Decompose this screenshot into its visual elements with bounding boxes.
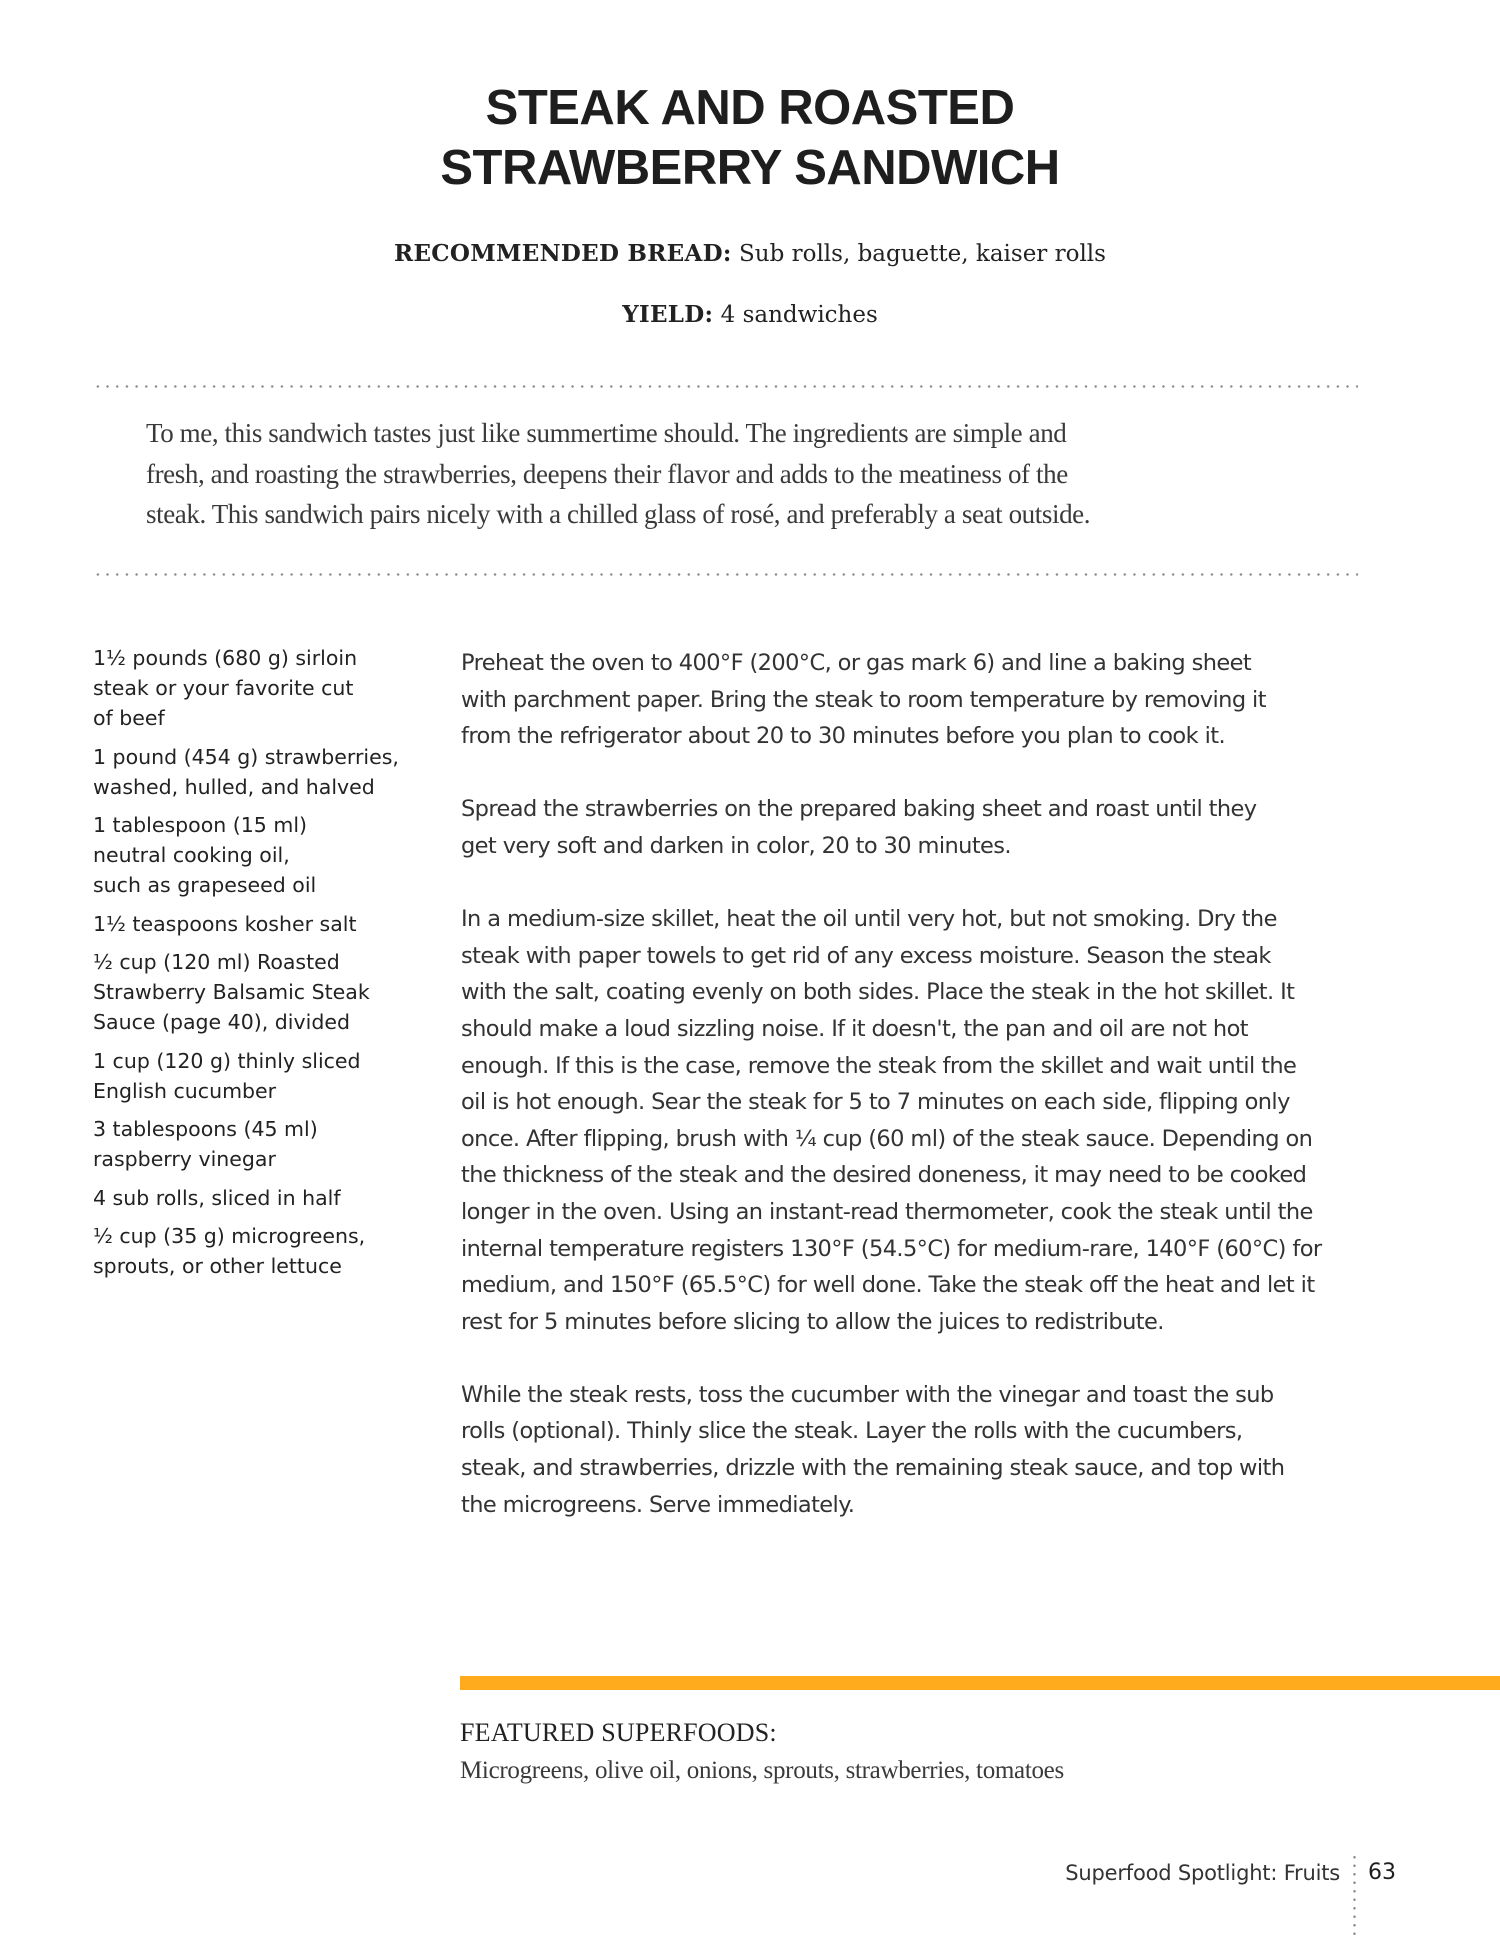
- dotted-divider: [93, 573, 1358, 576]
- ingredient-item: [93, 909, 423, 939]
- ingredient-line: 4 sub rolls, sliced in half: [93, 1185, 341, 1210]
- ingredient-line: ½ cup (35 g) microgreens,: [93, 1224, 366, 1248]
- ingredient-item: [93, 643, 423, 733]
- ingredient-item: [93, 1221, 423, 1281]
- direction-line: from the refrigerator about 20 to 30 minutes before you plan to cook it.: [461, 723, 1226, 750]
- ingredient-line: steak or your favorite cut: [93, 676, 354, 700]
- intro-line: To me, this sandwich tastes just like summertime should. The ingredients are simple and: [146, 418, 1067, 448]
- direction-line: steak, and strawberries, drizzle with the remaining steak sauce, and top with: [461, 1455, 1285, 1482]
- yield: [0, 301, 1500, 328]
- ingredient-line: such as grapeseed oil: [93, 873, 317, 897]
- ingredient-line: 1½ teaspoons kosher salt: [93, 911, 357, 936]
- ingredients-list: [93, 643, 423, 1290]
- direction-line: the microgreens. Serve immediately.: [461, 1491, 855, 1518]
- ingredient-item: [93, 947, 423, 1037]
- direction-line: get very soft and darken in color, 20 to 30 minutes.: [461, 832, 1011, 859]
- direction-line: medium, and 150°F (65.5°C) for well done. Take the steak off the heat and let it: [461, 1272, 1315, 1299]
- recipe-title-line: STRAWBERRY SANDWICH: [440, 141, 1060, 195]
- ingredient-line: 1 cup (120 g) thinly sliced: [93, 1048, 361, 1073]
- directions: [461, 645, 1361, 1560]
- page-number: 63: [1368, 1860, 1396, 1885]
- direction-line: with the salt, coating evenly on both sides. Place the steak in the hot skillet. It: [461, 979, 1295, 1006]
- direction-line: enough. If this is the case, remove the steak from the skillet and wait until the: [461, 1052, 1297, 1079]
- dotted-divider: [93, 385, 1358, 388]
- direction-line: Spread the strawberries on the prepared baking sheet and roast until they: [461, 796, 1257, 823]
- ingredient-line: of beef: [93, 706, 165, 730]
- direction-line: internal temperature registers 130°F (54.5°C) for medium-rare, 140°F (60°C) for: [461, 1235, 1322, 1262]
- ingredient-item: [93, 1114, 423, 1174]
- footer-section-title: Superfood Spotlight: Fruits: [1065, 1861, 1340, 1885]
- ingredient-line: washed, hulled, and halved: [93, 774, 375, 799]
- yield-label: YIELD:: [622, 301, 714, 328]
- ingredient-line: Sauce (page 40), divided: [93, 1010, 350, 1034]
- recommended-bread: [0, 240, 1500, 267]
- recommended-bread-value: Sub rolls, baguette, kaiser rolls: [739, 241, 1106, 267]
- ingredient-line: Strawberry Balsamic Steak: [93, 980, 370, 1004]
- recipe-title-line: STEAK AND ROASTED: [485, 81, 1015, 135]
- direction-line: the thickness of the steak and the desired doneness, it may need to be cooked: [461, 1162, 1307, 1189]
- featured-superfoods-list: Microgreens, olive oil, onions, sprouts, strawberries, tomatoes: [460, 1757, 1064, 1784]
- direction-line: In a medium-size skillet, heat the oil until very hot, but not smoking. Dry the: [461, 906, 1277, 933]
- direction-step: [461, 791, 1361, 864]
- direction-line: oil is hot enough. Sear the steak for 5 to 7 minutes on each side, flipping only: [461, 1089, 1290, 1116]
- direction-line: While the steak rests, toss the cucumber with the vinegar and toast the sub: [461, 1381, 1274, 1408]
- direction-line: longer in the oven. Using an instant-read thermometer, cook the steak until the: [461, 1198, 1313, 1225]
- ingredient-line: English cucumber: [93, 1078, 277, 1103]
- recommended-bread-label: RECOMMENDED BREAD:: [394, 240, 732, 267]
- recipe-intro: [146, 413, 1296, 535]
- direction-line: steak with paper towels to get rid of any excess moisture. Season the steak: [461, 942, 1271, 969]
- ingredient-line: ½ cup (120 ml) Roasted: [93, 950, 340, 974]
- recipe-title: [0, 78, 1500, 198]
- ingredient-line: 1½ pounds (680 g) sirloin: [93, 646, 358, 670]
- featured-superfoods-label: FEATURED SUPERFOODS:: [460, 1718, 777, 1747]
- direction-line: should make a loud sizzling noise. If it doesn't, the pan and oil are not hot: [461, 1015, 1248, 1042]
- direction-line: rest for 5 minutes before slicing to allow the juices to redistribute.: [461, 1308, 1164, 1335]
- direction-line: rolls (optional). Thinly slice the steak. Layer the rolls with the cucumbers,: [461, 1418, 1243, 1445]
- ingredient-line: 1 tablespoon (15 ml): [93, 813, 308, 837]
- direction-line: once. After flipping, brush with ¼ cup (60 ml) of the steak sauce. Depending on: [461, 1125, 1313, 1152]
- accent-bar: [460, 1676, 1500, 1690]
- ingredient-line: 3 tablespoons (45 ml): [93, 1117, 318, 1141]
- footer-dotted-divider: [1353, 1853, 1356, 1936]
- intro-line: fresh, and roasting the strawberries, deepens their flavor and adds to the meatiness of the: [146, 458, 1068, 489]
- direction-line: with parchment paper. Bring the steak to room temperature by removing it: [461, 686, 1266, 713]
- ingredient-item: [93, 1046, 423, 1106]
- direction-line: Preheat the oven to 400°F (200°C, or gas mark 6) and line a baking sheet: [461, 650, 1252, 676]
- ingredient-line: neutral cooking oil,: [93, 843, 290, 867]
- direction-step: [461, 901, 1361, 1340]
- ingredient-line: raspberry vinegar: [93, 1147, 276, 1171]
- yield-value: 4 sandwiches: [720, 302, 878, 328]
- ingredient-line: sprouts, or other lettuce: [93, 1254, 342, 1278]
- intro-line: steak. This sandwich pairs nicely with a chilled glass of rosé, and preferably a seat outside.: [146, 499, 1091, 529]
- ingredient-item: [93, 1183, 423, 1213]
- direction-step: [461, 1377, 1361, 1523]
- direction-step: [461, 645, 1361, 755]
- ingredient-line: 1 pound (454 g) strawberries,: [93, 744, 399, 769]
- ingredient-item: [93, 742, 423, 802]
- ingredient-item: [93, 810, 423, 900]
